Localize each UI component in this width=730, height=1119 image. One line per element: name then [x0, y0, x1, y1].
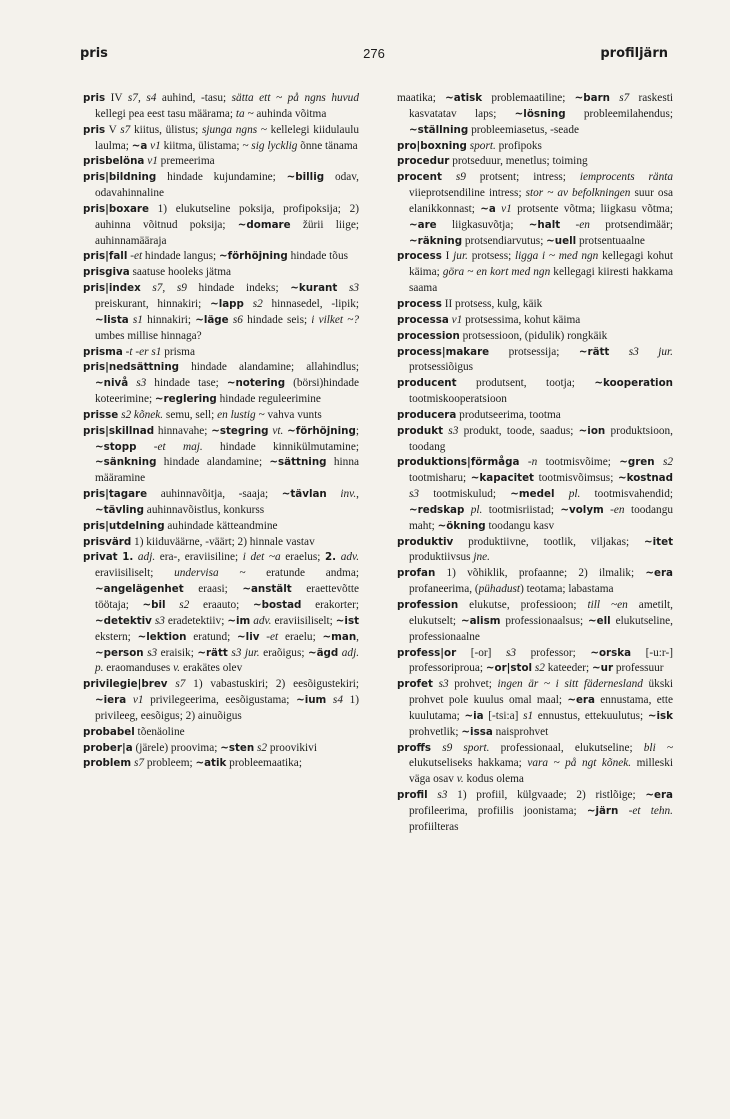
dictionary-entry: maatika; ~atisk problemaatiline; ~barn s7 raskesti kasvatatav laps; ~lösning probleemilahendus; ~ställning probleemiasetus, -seade: [397, 92, 673, 136]
page-header: [80, 46, 668, 70]
dictionary-entry: process|makare protsessija; ~rätt s3 jur. protsessiõigus: [397, 345, 674, 374]
dictionary-entry: privilegie|brev s7 1) vabastuskiri; 2) eesõigustekiri; ~iera v1 privilegeerima, eesõigustama; ~ium s4 1) privileeg, eesõigus; 2) ainuõigus: [83, 678, 360, 722]
dictionary-entry: producera produtseerima, tootma: [397, 408, 561, 421]
dictionary-entry: proffs s9 sport. professionaal, elukutseline; bli ~ elukutseliseks hakkama; vara ~ på ngt kõnek. milleski väga osav v. kodus olema: [397, 741, 673, 786]
dictionary-entry: produkt s3 produkt, toode, saadus; ~ion produktsioon, toodang: [397, 424, 673, 453]
left-column: [83, 91, 359, 772]
dictionary-entry: process I jur. protsess; ligga i ~ med ngn kellegagi kohut käima; göra ~ en kort med ngn kellegagi kiiresti hakkama saama: [397, 250, 673, 295]
dictionary-entry: problem s7 probleem; ~atik probleemaatika;: [83, 757, 302, 770]
dictionary-entry: prisse s2 kõnek. semu, sell; en lustig ~ vahva vunts: [83, 408, 322, 421]
dictionary-entry: pris|tagare auhinnavõitja, -saaja; ~tävlan inv., ~tävling auhinnavõistlus, konkurss: [83, 488, 359, 516]
dictionary-entry: prisma -t -er s1 prisma: [83, 345, 195, 358]
dictionary-entry: pris|bildning hindade kujundamine; ~billig odav, odavahinnaline: [83, 171, 360, 200]
dictionary-entry: profet s3 prohvet; ingen är ~ i sitt fädernesland ükski prohvet pole kuulus omal maal; ~era ennustama, ette kuulutama; ~ia [-tsi:a] s1 ennustus, ettekuulutus; ~isk prohvetlik; ~issa naisprohvet: [397, 678, 674, 738]
dictionary-entry: produktions|förmåga -n tootmisvõime; ~gren s2 tootmisharu; ~kapacitet tootmisvõimsus; ~kostnad s3 tootmiskulud; ~medel pl. tootmisvahendid; ~redskap pl. tootmisriistad; ~volym -en toodangu maht; ~ökning toodangu kasv: [397, 456, 674, 532]
dictionary-entry: pris V s7 kiitus, ülistus; sjunga ngns ~ kellelegi kiidulaulu laulma; ~a v1 kiitma, ülistama; ~ sig lycklig õnne tänama: [83, 123, 360, 152]
dictionary-entry: prisbelöna v1 premeerima: [83, 155, 215, 168]
dictionary-entry: process II protsess, kulg, käik: [397, 297, 543, 310]
right-headword: profiljärn: [600, 46, 668, 61]
left-headword: pris: [80, 46, 108, 61]
page-number: 276: [363, 46, 385, 61]
dictionary-entry: pro|boxning sport. profipoks: [397, 139, 542, 152]
dictionary-entry: prisgiva saatuse hooleks jätma: [83, 266, 232, 279]
dictionary-entry: prisvärd 1) kiiduväärne, -väärt; 2) hinnale vastav: [83, 535, 315, 548]
dictionary-entry: procession protsessioon, (pidulik) rongkäik: [397, 329, 608, 342]
dictionary-entry: procedur protseduur, menetlus; toiming: [397, 155, 588, 168]
dictionary-entry: profil s3 1) profiil, külgvaade; 2) ristlõige; ~era profileerima, profiilis joonistama; ~järn -et tehn. profiilteras: [397, 789, 673, 833]
dictionary-entry: profess|or [-or] s3 professor; ~orska [-u:r-] professoriproua; ~or|stol s2 kateeder; ~ur professuur: [397, 646, 673, 675]
right-column: [397, 91, 673, 836]
dictionary-entry: pris|index s7, s9 hindade indeks; ~kurant s3 preiskurant, hinnakiri; ~lapp s2 hinnasedel, -lipik; ~lista s1 hinnakiri; ~läge s6 hindade seis; i vilket ~? umbes millise hinnaga?: [83, 282, 360, 342]
dictionary-entry: profan 1) võhiklik, profaanne; 2) ilmalik; ~era profaneerima, (pühadust) teotama; labastama: [397, 567, 673, 596]
dictionary-entry: pris IV s7, s4 auhind, -tasu; sätta ett ~ på ngns huvud kellegi pea eest tasu määrama; ta ~ auhinda võitma: [83, 92, 359, 120]
dictionary-entry: pris|nedsättning hindade alandamine; allahindlus; ~nivå s3 hindade tase; ~notering (börsi)hindade koteerimine; ~reglering hindade reguleerimine: [83, 361, 360, 406]
dictionary-entry: prober|a (järele) proovima; ~sten s2 proovikivi: [83, 741, 317, 754]
dictionary-entry: pris|skillnad hinnavahe; ~stegring vt. ~förhöjning; ~stopp -et maj. hindade kinnikülmutamine; ~sänkning hindade alandamine; ~sättning hinna määramine: [83, 424, 359, 485]
dictionary-entry: produktiv produktiivne, tootlik, viljakas; ~itet produktiivsus jne.: [397, 535, 673, 564]
dictionary-entry: pris|boxare 1) elukutseline poksija, profipoksija; 2) auhinna võitnud poksija; ~domare žürii liige; auhinnamääraja: [83, 202, 359, 247]
dictionary-entry: pris|utdelning auhindade kätteandmine: [83, 519, 278, 532]
dictionary-entry: profession elukutse, professioon; till ~en ametilt, elukutselt; ~alism professionaalsus; ~ell elukutseline, professionaalne: [397, 599, 673, 643]
dictionary-entry: probabel tõenäoline: [83, 725, 185, 738]
dictionary-entry: pris|fall -et hindade langus; ~förhöjning hindade tõus: [83, 250, 348, 263]
dictionary-entry: privat 1. adj. era-, eraviisiline; i det ~a eraelus; 2. adv. eraviisiliselt; undervisa ~ eratunde andma; ~angelägenhet eraasi; ~anstält eraettevõtte töötaja; ~bil s2 eraauto; ~bostad erakorter; ~detektiv s3 eradetektiiv; ~im adv. eraviisiliselt; ~ist ekstern; ~lektion eratund; ~liv -et eraelu; ~man, ~person s3 eraisik; ~rätt s3 jur. eraõigus; ~ägd adj. p. eraomanduses v. erakätes olev: [83, 551, 360, 675]
dictionary-entry: producent produtsent, tootja; ~kooperation tootmiskooperatsioon: [397, 377, 673, 406]
dictionary-entry: processa v1 protsessima, kohut käima: [397, 313, 581, 326]
dictionary-entry: procent s9 protsent; intress; iemprocents ränta viieprotsendiline intress; stor ~ av befolkningen suur osa elanikkonnast; ~a v1 protsente võtma; liigkasu võtma; ~are liigkasuvõtja; ~halt -en protsendimäär; ~räkning protsendiarvutus; ~uell protsentuaalne: [397, 171, 674, 247]
